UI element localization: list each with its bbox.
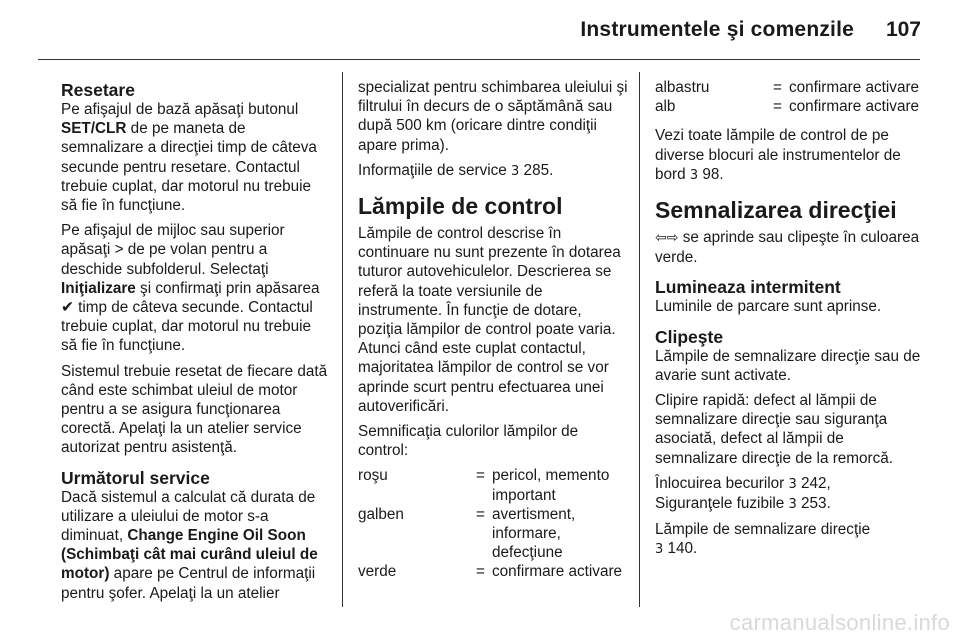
text: 140.	[663, 540, 698, 558]
table-row	[655, 78, 919, 97]
text: 242,	[796, 474, 831, 492]
paragraph-turn-signal	[655, 228, 923, 267]
page-header	[0, 0, 960, 60]
heading-turn-signal: Semnalizarea direcţiei	[655, 197, 897, 224]
heading-control-lamps: Lămpile de control	[358, 193, 563, 220]
color-meaning: confirmare activare	[789, 79, 920, 96]
text: Înlocuirea becurilor	[655, 474, 789, 492]
equals-sign: =	[773, 98, 782, 116]
paragraph-turn-lamps-ref	[655, 520, 923, 559]
paragraph-see-all-lamps	[655, 126, 923, 185]
chevron-right-icon: >	[114, 241, 124, 259]
paragraph-service-continued: specializat pentru schimbarea uleiului şi filtrului în decurs de o săptămână sau după 500 km (oricare dintre condiţii apare prima).	[358, 79, 628, 154]
page-ref-icon: 3	[788, 476, 797, 492]
text: de pe maneta de semnalizare a direcţiei timp de câteva secunde pentru resetare. Contactul trebuie cuplat, dar motorul nu trebuie să fie în funcţiune.	[61, 120, 317, 215]
turn-signal-icon: ⇦⇨	[655, 230, 679, 247]
color-meaning: pericol, memento important	[492, 467, 610, 504]
set-clr-label: SET/CLR	[61, 120, 127, 138]
text: Informaţiile de service	[358, 161, 512, 179]
watermark: carmanualsonline.info	[729, 610, 950, 635]
color-table-1	[358, 466, 628, 581]
equals-sign: =	[476, 467, 485, 485]
text: se aprinde sau clipeşte în culoarea verde.	[655, 229, 920, 267]
table-row	[655, 97, 919, 116]
page-ref-icon: 3	[511, 163, 520, 179]
color-name: roşu	[358, 467, 388, 485]
paragraph-next-service	[61, 488, 329, 603]
page-ref-icon: 3	[689, 167, 699, 183]
paragraph-lit: Luminile de parcare sunt aprinse.	[655, 298, 882, 316]
column-divider-1	[342, 72, 343, 607]
text: apare pe Centrul de informaţii pentru şofer. Apelaţi la un atelier	[61, 565, 316, 602]
initializare-label: Iniţializare	[61, 279, 136, 297]
paragraph-reset-note: Sistemul trebuie resetat de fiecare dată când este schimbat uleiul de motor pentru a se asigura funcţionarea corectă. Apelaţi la un atelier service autorizat pentru asistenţă.	[61, 362, 328, 457]
table-row	[358, 505, 628, 563]
text: 98.	[698, 165, 724, 183]
color-name: verde	[358, 563, 397, 581]
heading-reset: Resetare	[61, 80, 135, 100]
oil-message-label: Change Engine Oil Soon (Schimbaţi cât mai curând uleiul de motor)	[61, 527, 318, 583]
paragraph-reset-basic	[61, 100, 329, 215]
equals-sign: =	[476, 505, 485, 523]
column-2	[358, 78, 628, 586]
text: 285.	[519, 161, 554, 179]
text: Vezi toate lămpile de control de pe diverse blocuri ale instrumentelor de bord	[655, 127, 901, 183]
color-meaning: avertisment, informare, defecţiune	[492, 505, 576, 562]
color-table-2	[655, 78, 919, 116]
text: de pe volan pentru a deschide subfolderul. Selectaţi	[61, 241, 269, 278]
header-rule	[38, 59, 920, 60]
text: Siguranţele fuzibile	[655, 495, 789, 513]
text: 253.	[796, 495, 831, 513]
text: şi confirmaţi prin apăsarea	[135, 279, 320, 297]
text: Pe afişajul de mijloc sau superior apăsaţi	[61, 222, 285, 259]
equals-sign: =	[773, 79, 782, 96]
equals-sign: =	[476, 563, 485, 581]
paragraph-lamps-desc: Lămpile de control descrise în continuare nu sunt prezente în dotarea tuturor autovehiculelor. Descrierea se referă la toate versiunile de instrumente. În funcţie de dotare, poziţia lămpilor de control poate varia. Atunci când este cuplat contactul, majoritatea lămpilor de control se vor aprinde scurt pentru efectuarea unei autoverificări.	[358, 225, 621, 415]
text: timp de câteva secunde. Contactul trebuie cuplat, dar motorul nu trebuie să fie în funcţiune.	[61, 299, 313, 355]
column-1	[61, 80, 329, 609]
header-title: Instrumentele şi comenzile	[580, 18, 854, 41]
heading-blink: Clipeşte	[655, 326, 724, 347]
paragraph-service-info	[358, 161, 628, 181]
heading-next-service: Următorul service	[61, 467, 210, 488]
paragraph-reset-mid	[61, 221, 329, 355]
text: Pe afişajul de bază apăsaţi butonul	[61, 101, 299, 118]
heading-lit: Lumineaza intermitent	[655, 277, 841, 298]
paragraph-bulbs-fuses	[655, 474, 923, 514]
color-meaning: confirmare activare	[492, 563, 623, 581]
table-row	[358, 562, 628, 581]
checkmark-icon: ✔	[61, 299, 74, 317]
color-name: albastru	[655, 79, 710, 96]
paragraph-color-meaning: Semnificaţia culorilor lămpilor de control:	[358, 423, 579, 460]
table-row	[358, 466, 628, 504]
column-3	[655, 78, 923, 566]
color-name: galben	[358, 505, 404, 523]
page-number: 107	[885, 18, 921, 41]
paragraph-fast-blink: Clipire rapidă: defect al lămpii de semnalizare direcţie sau siguranţa asociată, defect al lămpii de semnalizare direcţie de la remorcă.	[655, 392, 894, 467]
text: Lămpile de semnalizare direcţie	[655, 521, 871, 539]
paragraph-blink: Lămpile de semnalizare direcţie sau de avarie sunt activate.	[655, 347, 921, 384]
color-meaning: confirmare activare	[789, 98, 920, 116]
column-divider-2	[639, 72, 640, 607]
text: Dacă sistemul a calculat că durata de utilizare a uleiului de motor s-a diminuat,	[61, 488, 316, 545]
page-ref-icon: 3	[788, 497, 797, 513]
page-ref-icon: 3	[655, 542, 664, 558]
color-name: alb	[655, 98, 676, 116]
